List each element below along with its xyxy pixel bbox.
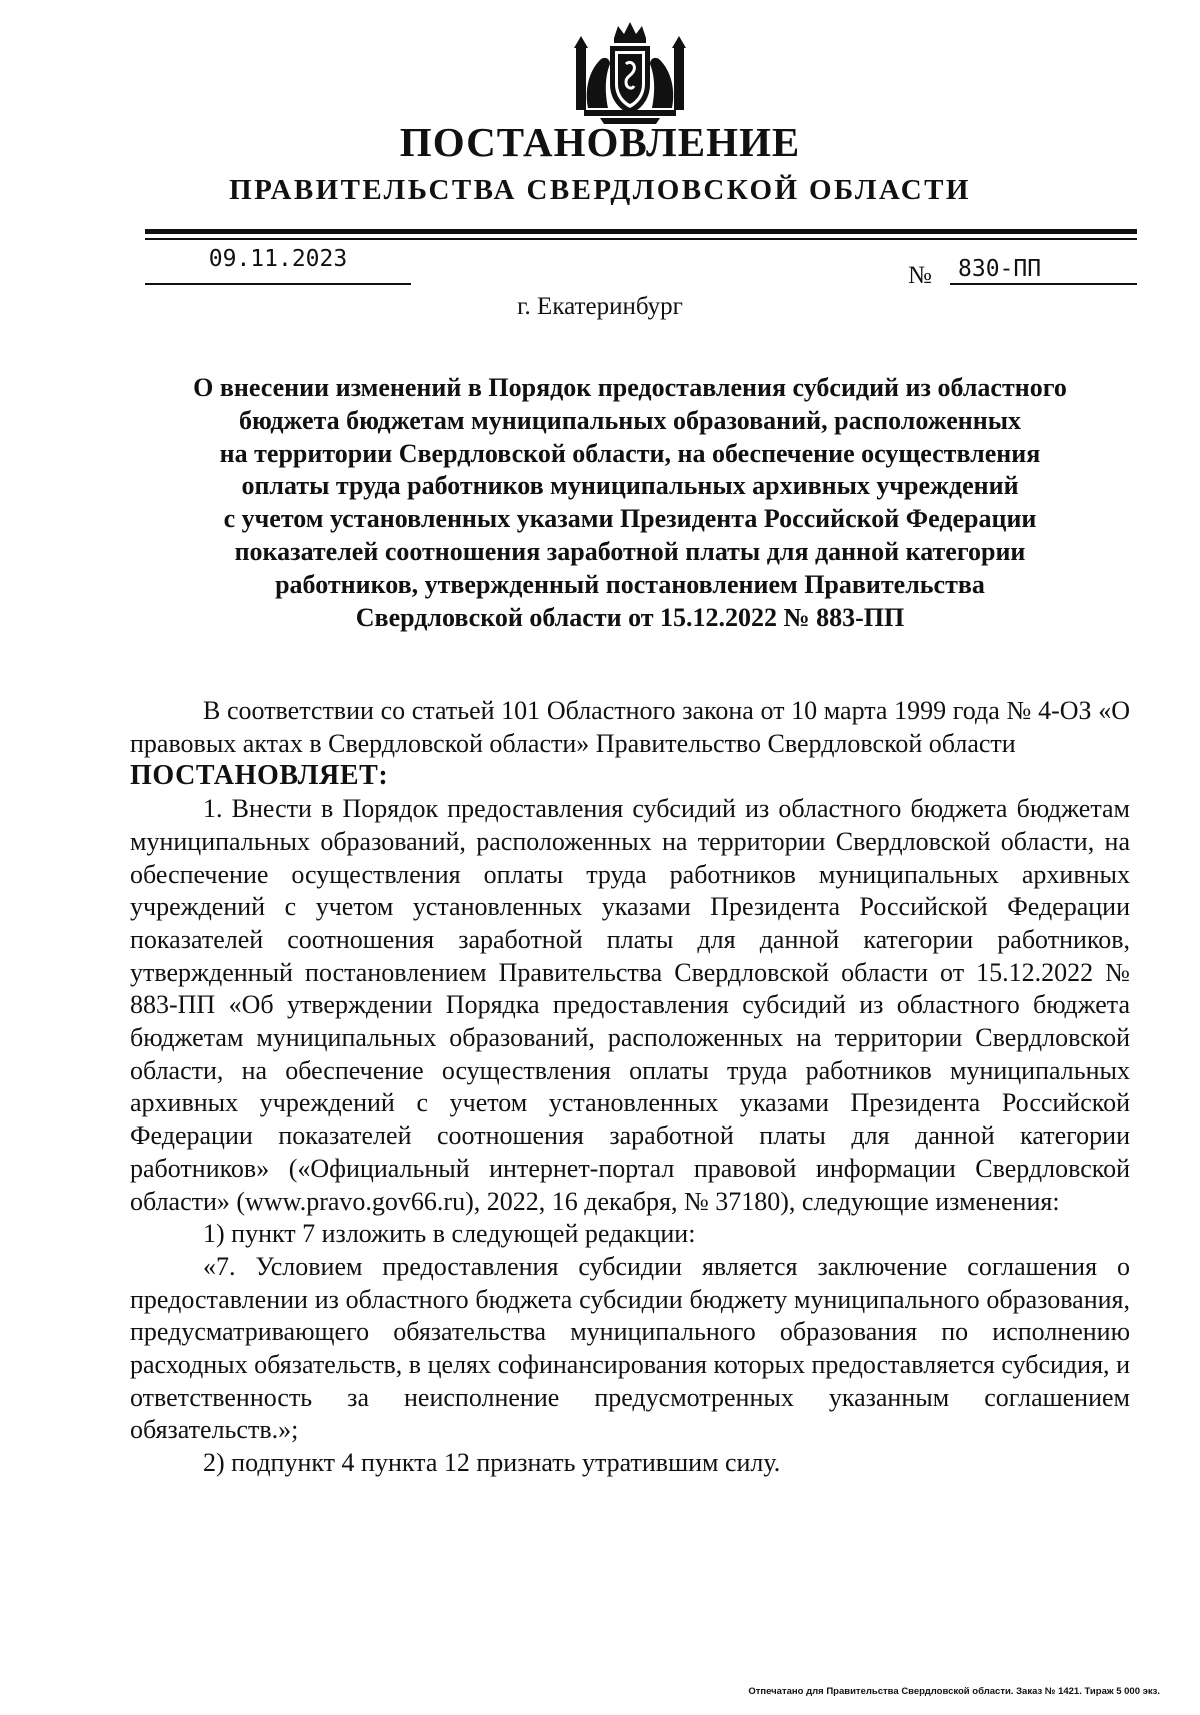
quoted-clause-7: «7. Условием предоставления субсидии является заключение соглашения о предоставлении из областного бюджета субсидии бюджету муниципального образования, предусматривающего обязательства муниципального образования по исполнению расходных обязательств, в целях софинансирования которых предоставляется субсидия, и ответственность за неисполнение предусмотренных указанным соглашением обязательств.»; <box>130 1251 1130 1445</box>
resolves-heading: ПОСТАНОВЛЯЕТ: <box>130 760 389 792</box>
subject-line: на территории Свердловской области, на обеспечение осуществления <box>219 438 1041 468</box>
document-body <box>130 695 1130 1480</box>
issuer-title: ПРАВИТЕЛЬСТВА СВЕРДЛОВСКОЙ ОБЛАСТИ <box>229 174 971 206</box>
document-date: 09.11.2023 <box>208 246 348 272</box>
subject-line: Свердловской области от 15.12.2022 № 883-ПП <box>355 602 905 632</box>
document-city: г. Екатеринбург <box>517 293 683 320</box>
coat-of-arms-sverdlovsk-icon <box>570 18 690 126</box>
subject-line: бюджета бюджетам муниципальных образований, расположенных <box>239 405 1021 435</box>
subject-line: работников, утвержденный постановлением Правительства <box>275 569 985 599</box>
header-divider-thick <box>145 229 1137 234</box>
number-sign: № <box>908 262 932 289</box>
print-imprint-note: Отпечатано для Правительства Свердловской области. Заказ № 1421. Тираж 5 000 экз. <box>748 1686 1160 1697</box>
subject-line: показателей соотношения заработной платы для данной категории <box>234 536 1026 566</box>
subitem-2-paragraph: 2) подпункт 4 пункта 12 признать утратившим силу. <box>203 1448 781 1478</box>
subject-line: с учетом установленных указами Президента Российской Федерации <box>223 504 1037 534</box>
header-divider-thin <box>145 238 1137 240</box>
subitem-1-paragraph: 1) пункт 7 изложить в следующей редакции: <box>203 1219 696 1249</box>
document-number: 830-ПП <box>958 256 1042 282</box>
document-subject <box>130 372 1130 634</box>
subject-line: оплаты труда работников муниципальных архивных учреждений <box>241 471 1019 501</box>
number-underline <box>950 283 1137 285</box>
item-1-paragraph: 1. Внести в Порядок предоставления субсидий из областного бюджета бюджетам муниципальных образований, расположенных на территории Свердловской области, на обеспечение осуществления оплаты труда работников муниципальных архивных учреждений с учетом установленных указами Президента Российской Федерации показателей соотношения заработной платы для данной категории работников, утвержденный постановлением Правительства Свердловской области от 15.12.2022 № 883-ПП «Об утверждении Порядка предоставления субсидий из областного бюджета бюджетам муниципальных образований, расположенных на территории Свердловской области, на обеспечение осуществления оплаты труда работников муниципальных архивных учреждений с учетом установленных указами Президента Российской Федерации показателей соотношения заработной платы для данной категории работников» («Официальный интернет-портал правовой информации Свердловской области» (www.pravo.gov66.ru), 2022, 16 декабря, № 37180), следующие изменения: <box>130 794 1130 1216</box>
document-type-title: ПОСТАНОВЛЕНИЕ <box>399 119 801 165</box>
preamble-paragraph: В соответствии со статьей 101 Областного закона от 10 марта 1999 года № 4-ОЗ «О правовых актах в Свердловской области» Правительство Свердловской области <box>130 696 1130 758</box>
date-underline <box>145 283 411 285</box>
subject-line: О внесении изменений в Порядок предоставления субсидий из областного <box>193 373 1067 402</box>
